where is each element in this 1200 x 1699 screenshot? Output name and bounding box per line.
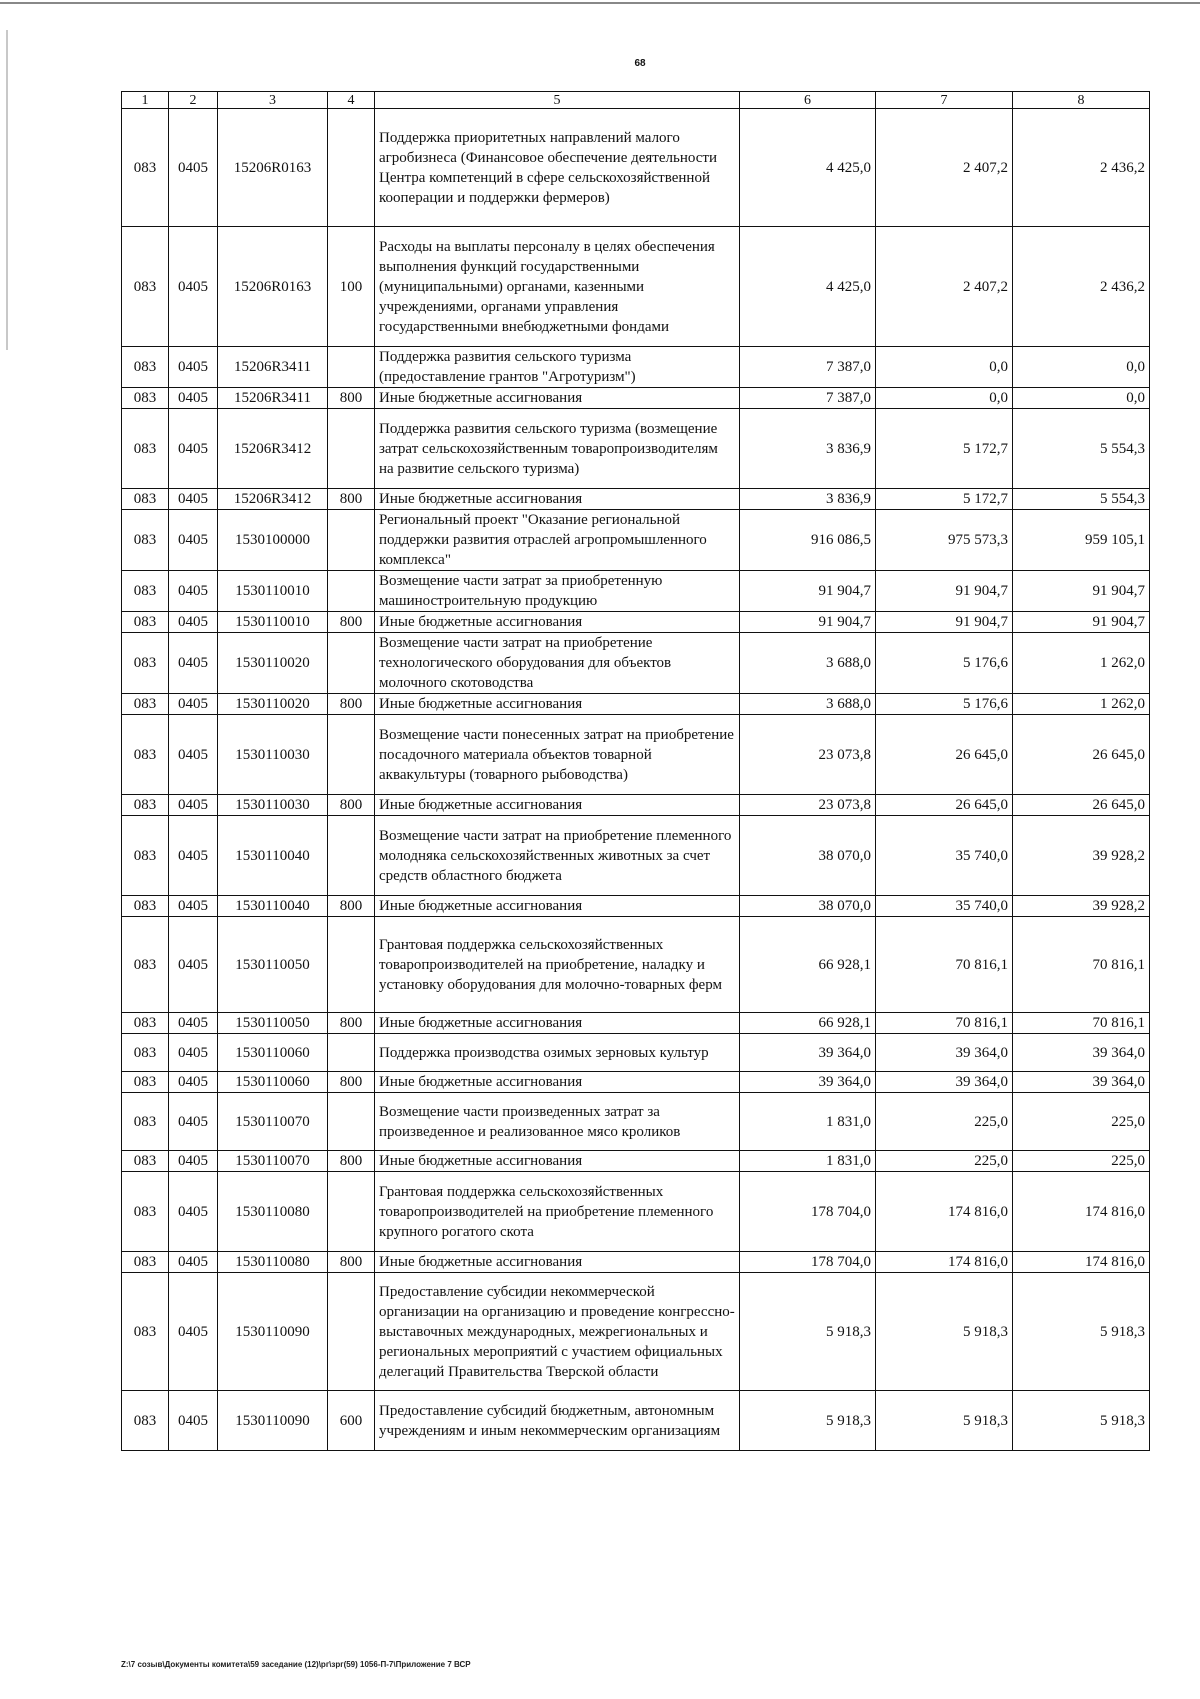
cell-section-code: 0405 xyxy=(169,347,218,388)
cell-amount-col7: 26 645,0 xyxy=(876,715,1013,795)
cell-admin-code: 083 xyxy=(122,612,169,633)
cell-admin-code: 083 xyxy=(122,388,169,409)
cell-amount-col6: 178 704,0 xyxy=(740,1252,876,1273)
cell-amount-col7: 0,0 xyxy=(876,388,1013,409)
cell-section-code: 0405 xyxy=(169,612,218,633)
cell-amount-col8: 2 436,2 xyxy=(1013,109,1150,227)
cell-description: Поддержка развития сельского туризма (возмещение затрат сельскохозяйственным товаропроизводителям на развитие сельского туризма) xyxy=(375,409,740,489)
cell-description: Предоставление субсидии некоммерческой организации на организацию и проведение конгрессно-выставочных международных, межрегиональных и региональных мероприятий с участием официальных делегаций Правительства Тверской области xyxy=(375,1273,740,1391)
cell-section-code: 0405 xyxy=(169,571,218,612)
cell-description: Иные бюджетные ассигнования xyxy=(375,694,740,715)
cell-amount-col6: 178 704,0 xyxy=(740,1172,876,1252)
cell-admin-code: 083 xyxy=(122,694,169,715)
table-row xyxy=(122,227,1150,347)
cell-amount-col7: 35 740,0 xyxy=(876,816,1013,896)
cell-expense-type xyxy=(328,715,375,795)
cell-amount-col7: 5 172,7 xyxy=(876,489,1013,510)
cell-description: Расходы на выплаты персоналу в целях обеспечения выполнения функций государственными (муниципальными) органами, казенными учреждениями, органами управления государственными внебюджетными фондами xyxy=(375,227,740,347)
table-row xyxy=(122,896,1150,917)
cell-target-code: 1530110090 xyxy=(218,1273,328,1391)
cell-description: Грантовая поддержка сельскохозяйственных товаропроизводителей на приобретение племенного крупного рогатого скота xyxy=(375,1172,740,1252)
cell-admin-code: 083 xyxy=(122,1093,169,1151)
cell-admin-code: 083 xyxy=(122,227,169,347)
cell-section-code: 0405 xyxy=(169,1072,218,1093)
cell-admin-code: 083 xyxy=(122,816,169,896)
cell-amount-col8: 39 364,0 xyxy=(1013,1072,1150,1093)
table-row xyxy=(122,1034,1150,1072)
cell-amount-col8: 91 904,7 xyxy=(1013,612,1150,633)
header-col-8: 8 xyxy=(1013,92,1150,109)
cell-admin-code: 083 xyxy=(122,489,169,510)
header-col-4: 4 xyxy=(328,92,375,109)
cell-target-code: 1530110070 xyxy=(218,1151,328,1172)
cell-amount-col6: 4 425,0 xyxy=(740,109,876,227)
cell-amount-col8: 2 436,2 xyxy=(1013,227,1150,347)
cell-expense-type xyxy=(328,510,375,571)
cell-amount-col8: 5 554,3 xyxy=(1013,489,1150,510)
cell-expense-type xyxy=(328,109,375,227)
cell-amount-col7: 5 176,6 xyxy=(876,633,1013,694)
table-row xyxy=(122,633,1150,694)
cell-description: Возмещение части затрат за приобретенную машиностроительную продукцию xyxy=(375,571,740,612)
cell-admin-code: 083 xyxy=(122,1252,169,1273)
cell-amount-col6: 7 387,0 xyxy=(740,347,876,388)
table-row xyxy=(122,109,1150,227)
cell-target-code: 1530110040 xyxy=(218,896,328,917)
cell-admin-code: 083 xyxy=(122,1273,169,1391)
cell-section-code: 0405 xyxy=(169,633,218,694)
cell-amount-col8: 5 554,3 xyxy=(1013,409,1150,489)
cell-amount-col8: 39 928,2 xyxy=(1013,896,1150,917)
cell-admin-code: 083 xyxy=(122,1013,169,1034)
cell-amount-col8: 0,0 xyxy=(1013,347,1150,388)
cell-amount-col6: 7 387,0 xyxy=(740,388,876,409)
cell-section-code: 0405 xyxy=(169,510,218,571)
cell-description: Поддержка развития сельского туризма (предоставление грантов "Агротуризм") xyxy=(375,347,740,388)
table-row xyxy=(122,510,1150,571)
cell-expense-type xyxy=(328,409,375,489)
cell-expense-type xyxy=(328,1172,375,1252)
cell-amount-col6: 23 073,8 xyxy=(740,795,876,816)
cell-target-code: 1530110080 xyxy=(218,1252,328,1273)
cell-amount-col6: 1 831,0 xyxy=(740,1093,876,1151)
cell-amount-col7: 2 407,2 xyxy=(876,227,1013,347)
table-row xyxy=(122,917,1150,1013)
cell-description: Иные бюджетные ассигнования xyxy=(375,1252,740,1273)
cell-admin-code: 083 xyxy=(122,409,169,489)
cell-amount-col7: 39 364,0 xyxy=(876,1072,1013,1093)
cell-section-code: 0405 xyxy=(169,1013,218,1034)
cell-expense-type xyxy=(328,917,375,1013)
cell-section-code: 0405 xyxy=(169,1093,218,1151)
cell-amount-col7: 0,0 xyxy=(876,347,1013,388)
cell-amount-col8: 959 105,1 xyxy=(1013,510,1150,571)
cell-target-code: 1530100000 xyxy=(218,510,328,571)
cell-admin-code: 083 xyxy=(122,1172,169,1252)
cell-expense-type: 100 xyxy=(328,227,375,347)
table-row xyxy=(122,1273,1150,1391)
cell-amount-col7: 5 176,6 xyxy=(876,694,1013,715)
cell-section-code: 0405 xyxy=(169,896,218,917)
cell-amount-col6: 916 086,5 xyxy=(740,510,876,571)
table-row xyxy=(122,489,1150,510)
cell-amount-col6: 5 918,3 xyxy=(740,1391,876,1451)
cell-section-code: 0405 xyxy=(169,917,218,1013)
cell-section-code: 0405 xyxy=(169,1034,218,1072)
cell-target-code: 1530110060 xyxy=(218,1072,328,1093)
cell-amount-col8: 5 918,3 xyxy=(1013,1391,1150,1451)
cell-description: Поддержка производства озимых зерновых культур xyxy=(375,1034,740,1072)
cell-section-code: 0405 xyxy=(169,1252,218,1273)
cell-description: Иные бюджетные ассигнования xyxy=(375,388,740,409)
header-col-3: 3 xyxy=(218,92,328,109)
cell-amount-col6: 1 831,0 xyxy=(740,1151,876,1172)
cell-target-code: 1530110050 xyxy=(218,917,328,1013)
table-row xyxy=(122,694,1150,715)
cell-expense-type xyxy=(328,816,375,896)
cell-amount-col6: 5 918,3 xyxy=(740,1273,876,1391)
cell-amount-col8: 39 364,0 xyxy=(1013,1034,1150,1072)
cell-section-code: 0405 xyxy=(169,1273,218,1391)
table-row xyxy=(122,1391,1150,1451)
cell-section-code: 0405 xyxy=(169,388,218,409)
cell-target-code: 15206R0163 xyxy=(218,227,328,347)
table-row xyxy=(122,571,1150,612)
cell-amount-col7: 5 918,3 xyxy=(876,1391,1013,1451)
cell-amount-col7: 70 816,1 xyxy=(876,1013,1013,1034)
cell-target-code: 1530110080 xyxy=(218,1172,328,1252)
cell-target-code: 1530110050 xyxy=(218,1013,328,1034)
cell-target-code: 1530110030 xyxy=(218,715,328,795)
cell-amount-col7: 26 645,0 xyxy=(876,795,1013,816)
cell-amount-col8: 1 262,0 xyxy=(1013,633,1150,694)
cell-admin-code: 083 xyxy=(122,1072,169,1093)
table-row xyxy=(122,612,1150,633)
cell-admin-code: 083 xyxy=(122,1391,169,1451)
cell-expense-type xyxy=(328,1034,375,1072)
cell-description: Возмещение части понесенных затрат на приобретение посадочного материала объектов товарной аквакультуры (товарного рыбоводства) xyxy=(375,715,740,795)
cell-admin-code: 083 xyxy=(122,1151,169,1172)
table-row xyxy=(122,1172,1150,1252)
cell-amount-col8: 70 816,1 xyxy=(1013,1013,1150,1034)
cell-amount-col7: 39 364,0 xyxy=(876,1034,1013,1072)
cell-amount-col6: 91 904,7 xyxy=(740,571,876,612)
cell-target-code: 1530110030 xyxy=(218,795,328,816)
budget-table xyxy=(121,91,1150,1451)
cell-amount-col7: 2 407,2 xyxy=(876,109,1013,227)
cell-amount-col6: 3 836,9 xyxy=(740,409,876,489)
table-row xyxy=(122,1093,1150,1151)
cell-section-code: 0405 xyxy=(169,489,218,510)
table-row xyxy=(122,388,1150,409)
cell-section-code: 0405 xyxy=(169,1172,218,1252)
cell-admin-code: 083 xyxy=(122,347,169,388)
cell-amount-col6: 38 070,0 xyxy=(740,816,876,896)
cell-target-code: 1530110070 xyxy=(218,1093,328,1151)
cell-amount-col8: 91 904,7 xyxy=(1013,571,1150,612)
header-col-6: 6 xyxy=(740,92,876,109)
cell-expense-type xyxy=(328,571,375,612)
cell-admin-code: 083 xyxy=(122,633,169,694)
cell-expense-type: 800 xyxy=(328,795,375,816)
table-row xyxy=(122,409,1150,489)
cell-description: Иные бюджетные ассигнования xyxy=(375,612,740,633)
table-row xyxy=(122,795,1150,816)
header-col-5: 5 xyxy=(375,92,740,109)
cell-target-code: 15206R3411 xyxy=(218,388,328,409)
cell-description: Региональный проект "Оказание региональной поддержки развития отраслей агропромышленного комплекса" xyxy=(375,510,740,571)
cell-admin-code: 083 xyxy=(122,917,169,1013)
cell-section-code: 0405 xyxy=(169,1151,218,1172)
table-body xyxy=(122,109,1150,1451)
table-row xyxy=(122,1072,1150,1093)
cell-amount-col7: 174 816,0 xyxy=(876,1172,1013,1252)
cell-description: Возмещение части произведенных затрат за произведенное и реализованное мясо кроликов xyxy=(375,1093,740,1151)
cell-expense-type xyxy=(328,347,375,388)
cell-description: Предоставление субсидий бюджетным, автономным учреждениям и иным некоммерческим организациям xyxy=(375,1391,740,1451)
cell-amount-col7: 70 816,1 xyxy=(876,917,1013,1013)
cell-description: Иные бюджетные ассигнования xyxy=(375,1013,740,1034)
cell-amount-col6: 3 836,9 xyxy=(740,489,876,510)
cell-description: Иные бюджетные ассигнования xyxy=(375,489,740,510)
cell-target-code: 1530110040 xyxy=(218,816,328,896)
cell-admin-code: 083 xyxy=(122,896,169,917)
cell-section-code: 0405 xyxy=(169,816,218,896)
cell-expense-type: 800 xyxy=(328,694,375,715)
cell-amount-col7: 5 172,7 xyxy=(876,409,1013,489)
cell-amount-col8: 39 928,2 xyxy=(1013,816,1150,896)
cell-description: Поддержка приоритетных направлений малого агробизнеса (Финансовое обеспечение деятельности Центра компетенций в сфере сельскохозяйственной кооперации и поддержки фермеров) xyxy=(375,109,740,227)
cell-amount-col6: 66 928,1 xyxy=(740,917,876,1013)
cell-target-code: 1530110090 xyxy=(218,1391,328,1451)
cell-expense-type: 800 xyxy=(328,612,375,633)
cell-target-code: 1530110020 xyxy=(218,633,328,694)
cell-description: Грантовая поддержка сельскохозяйственных товаропроизводителей на приобретение, наладку и установку оборудования для молочно-товарных ферм xyxy=(375,917,740,1013)
cell-amount-col8: 1 262,0 xyxy=(1013,694,1150,715)
file-path-footer: Z:\7 созыв\Документы комитета\59 заседание (12)\рг\зрг(59) 1056-П-7\Приложение 7 ВСР xyxy=(121,1660,471,1669)
cell-amount-col6: 3 688,0 xyxy=(740,694,876,715)
cell-amount-col6: 4 425,0 xyxy=(740,227,876,347)
cell-section-code: 0405 xyxy=(169,715,218,795)
cell-amount-col7: 91 904,7 xyxy=(876,612,1013,633)
cell-section-code: 0405 xyxy=(169,227,218,347)
cell-expense-type: 800 xyxy=(328,1072,375,1093)
cell-amount-col8: 0,0 xyxy=(1013,388,1150,409)
cell-amount-col6: 39 364,0 xyxy=(740,1072,876,1093)
header-col-2: 2 xyxy=(169,92,218,109)
cell-amount-col7: 91 904,7 xyxy=(876,571,1013,612)
cell-amount-col6: 23 073,8 xyxy=(740,715,876,795)
cell-expense-type: 800 xyxy=(328,1013,375,1034)
cell-expense-type xyxy=(328,1093,375,1151)
cell-amount-col7: 35 740,0 xyxy=(876,896,1013,917)
cell-description: Возмещение части затрат на приобретение технологического оборудования для объектов молочного скотоводства xyxy=(375,633,740,694)
table-row xyxy=(122,1252,1150,1273)
cell-admin-code: 083 xyxy=(122,510,169,571)
header-row xyxy=(122,92,1150,109)
page-number: 68 xyxy=(634,58,646,69)
cell-expense-type: 800 xyxy=(328,896,375,917)
cell-amount-col7: 174 816,0 xyxy=(876,1252,1013,1273)
table-row xyxy=(122,347,1150,388)
cell-target-code: 15206R0163 xyxy=(218,109,328,227)
cell-target-code: 15206R3411 xyxy=(218,347,328,388)
cell-admin-code: 083 xyxy=(122,109,169,227)
table-row xyxy=(122,1151,1150,1172)
scan-edge-mark xyxy=(6,30,8,350)
header-col-1: 1 xyxy=(122,92,169,109)
cell-amount-col7: 225,0 xyxy=(876,1151,1013,1172)
cell-target-code: 1530110060 xyxy=(218,1034,328,1072)
cell-amount-col8: 5 918,3 xyxy=(1013,1273,1150,1391)
cell-amount-col8: 225,0 xyxy=(1013,1093,1150,1151)
table-row xyxy=(122,715,1150,795)
cell-amount-col6: 38 070,0 xyxy=(740,896,876,917)
cell-description: Иные бюджетные ассигнования xyxy=(375,1072,740,1093)
cell-expense-type: 800 xyxy=(328,1252,375,1273)
cell-section-code: 0405 xyxy=(169,409,218,489)
cell-expense-type xyxy=(328,633,375,694)
cell-amount-col6: 3 688,0 xyxy=(740,633,876,694)
cell-admin-code: 083 xyxy=(122,1034,169,1072)
cell-expense-type: 800 xyxy=(328,489,375,510)
cell-target-code: 15206R3412 xyxy=(218,409,328,489)
cell-section-code: 0405 xyxy=(169,1391,218,1451)
cell-amount-col6: 91 904,7 xyxy=(740,612,876,633)
scan-top-rule xyxy=(0,2,1200,4)
cell-amount-col8: 70 816,1 xyxy=(1013,917,1150,1013)
cell-description: Иные бюджетные ассигнования xyxy=(375,1151,740,1172)
cell-target-code: 1530110010 xyxy=(218,571,328,612)
cell-amount-col8: 26 645,0 xyxy=(1013,795,1150,816)
cell-expense-type: 800 xyxy=(328,1151,375,1172)
cell-amount-col7: 975 573,3 xyxy=(876,510,1013,571)
cell-description: Возмещение части затрат на приобретение племенного молодняка сельскохозяйственных животных за счет средств областного бюджета xyxy=(375,816,740,896)
cell-amount-col8: 26 645,0 xyxy=(1013,715,1150,795)
cell-expense-type: 800 xyxy=(328,388,375,409)
cell-amount-col8: 174 816,0 xyxy=(1013,1172,1150,1252)
table-row xyxy=(122,1013,1150,1034)
cell-admin-code: 083 xyxy=(122,571,169,612)
cell-section-code: 0405 xyxy=(169,109,218,227)
cell-description: Иные бюджетные ассигнования xyxy=(375,896,740,917)
cell-amount-col7: 225,0 xyxy=(876,1093,1013,1151)
cell-amount-col6: 66 928,1 xyxy=(740,1013,876,1034)
cell-admin-code: 083 xyxy=(122,795,169,816)
table-row xyxy=(122,816,1150,896)
cell-target-code: 1530110020 xyxy=(218,694,328,715)
cell-target-code: 15206R3412 xyxy=(218,489,328,510)
cell-description: Иные бюджетные ассигнования xyxy=(375,795,740,816)
cell-amount-col8: 174 816,0 xyxy=(1013,1252,1150,1273)
cell-section-code: 0405 xyxy=(169,795,218,816)
cell-expense-type xyxy=(328,1273,375,1391)
cell-section-code: 0405 xyxy=(169,694,218,715)
cell-amount-col7: 5 918,3 xyxy=(876,1273,1013,1391)
cell-admin-code: 083 xyxy=(122,715,169,795)
cell-expense-type: 600 xyxy=(328,1391,375,1451)
cell-amount-col8: 225,0 xyxy=(1013,1151,1150,1172)
header-col-7: 7 xyxy=(876,92,1013,109)
cell-target-code: 1530110010 xyxy=(218,612,328,633)
cell-amount-col6: 39 364,0 xyxy=(740,1034,876,1072)
